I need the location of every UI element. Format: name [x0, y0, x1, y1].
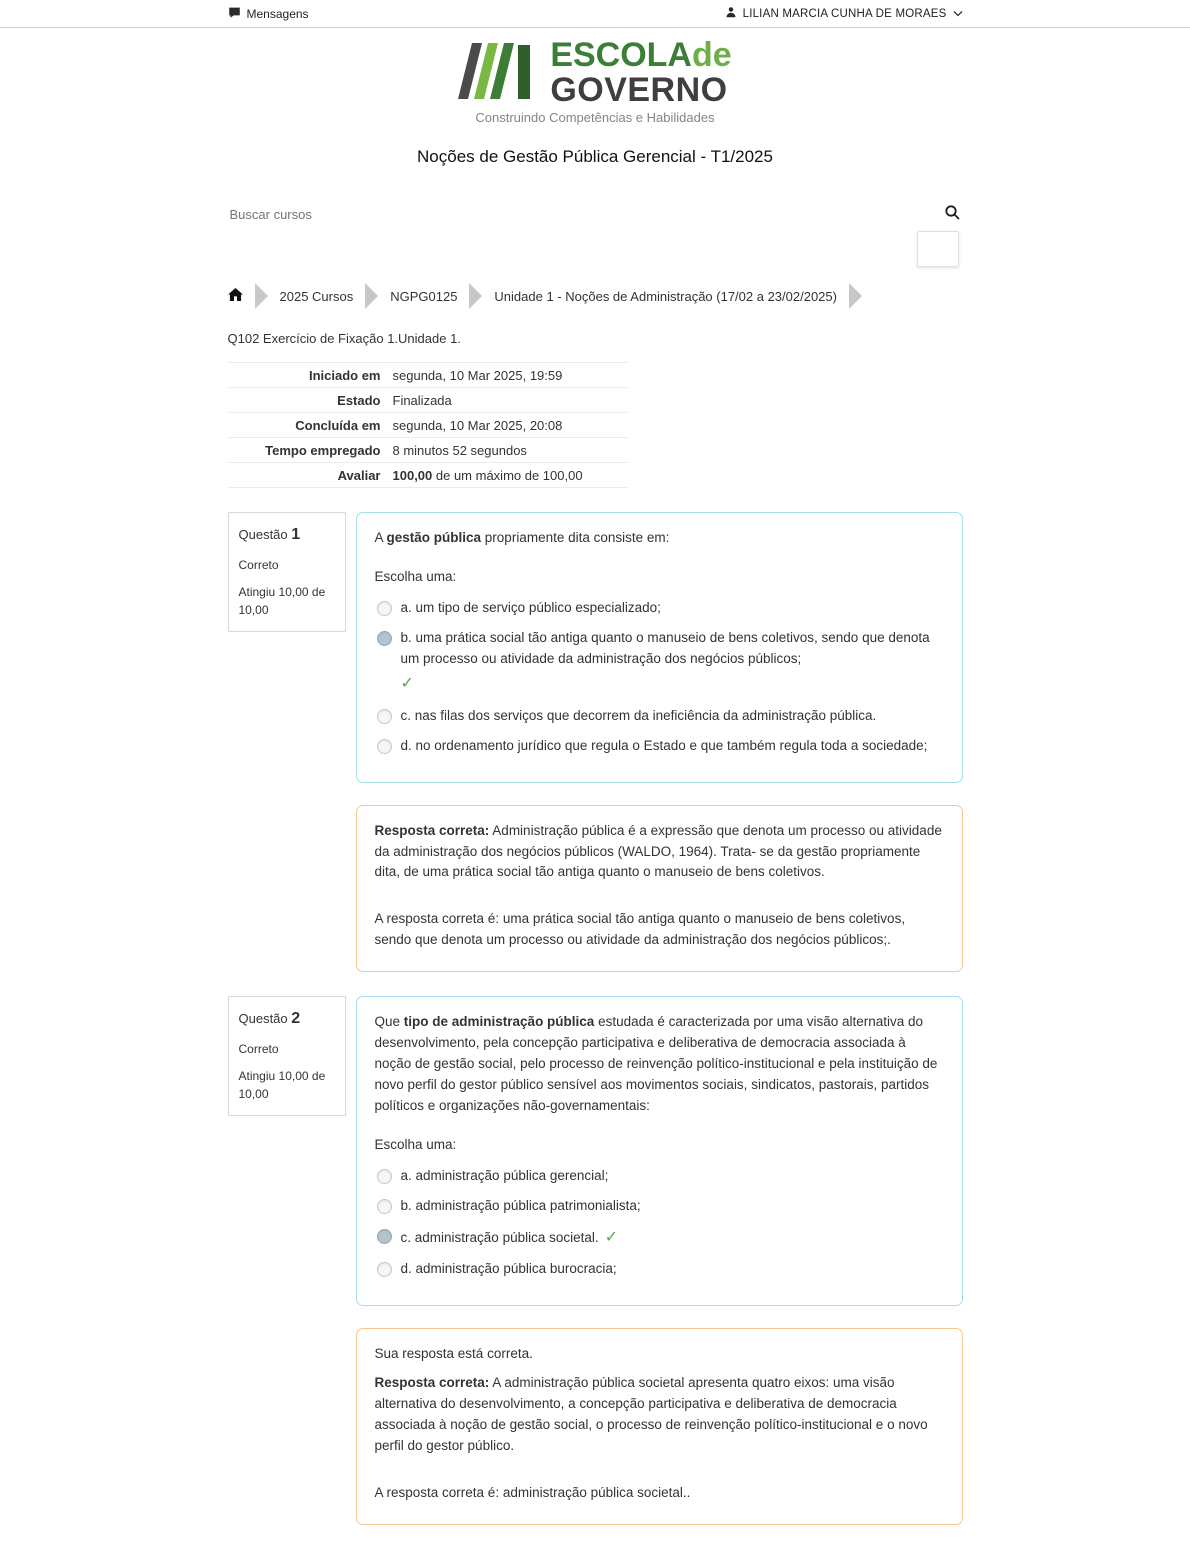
question-number: Questão 1 — [238, 526, 301, 544]
messages-link[interactable] — [228, 6, 309, 22]
choose-one-label: Escolha uma: — [374, 1136, 457, 1152]
question-info — [228, 512, 346, 632]
feedback-box — [356, 1328, 963, 1525]
radio-button[interactable] — [377, 1169, 392, 1184]
breadcrumb-home[interactable] — [228, 288, 243, 304]
messages-label: Mensagens — [246, 6, 309, 21]
option-letter: b. — [400, 1197, 412, 1213]
option-text: um tipo de serviço público especializado; — [415, 600, 661, 616]
correct-check-icon: ✓ — [400, 674, 414, 692]
topbar — [0, 0, 1190, 28]
question-status: Correto — [238, 1042, 279, 1057]
logo-line2: GOVERNO — [550, 70, 728, 109]
question-content — [356, 512, 963, 782]
question-text: Que tipo de administração pública estudada é caracterizada por uma visão alternativa do desenvolvimento, pela concepção participativa e deliberativa de democracia associada à noção de gestão social, pelo processo de reinvenção político-institucional e pela instituição de novo perfil do gestor público sensível aos movimentos sociais, sindicatos, pastorais, partidos políticos e organizações não-governamentais: — [374, 1014, 938, 1113]
summary-row — [228, 387, 628, 412]
radio-button-selected[interactable] — [377, 631, 392, 646]
chevron-down-icon — [953, 8, 963, 20]
summary-value: segunda, 10 Mar 2025, 20:08 — [392, 417, 563, 433]
summary-label: Estado — [337, 392, 381, 408]
summary-label: Avaliar — [337, 467, 381, 483]
chevron-right-separator — [255, 283, 268, 309]
option-text: administração pública gerencial; — [415, 1167, 609, 1183]
search-button[interactable] — [942, 202, 963, 226]
option-letter: c. — [400, 707, 412, 723]
summary-value: Finalizada — [392, 392, 452, 408]
choose-one-label: Escolha uma: — [374, 569, 457, 585]
question-status: Correto — [238, 558, 279, 573]
answer-option[interactable] — [375, 1166, 944, 1187]
answer-option[interactable] — [375, 628, 944, 697]
feedback-correct-label: Resposta correta: — [374, 1375, 490, 1391]
search-input[interactable] — [228, 206, 648, 223]
option-letter: d. — [400, 737, 412, 753]
logo-tagline: Construindo Competências e Habilidades — [475, 110, 715, 126]
breadcrumb-item[interactable]: NGPG0125 — [390, 288, 458, 304]
radio-button[interactable] — [377, 601, 392, 616]
breadcrumb — [228, 283, 963, 309]
feedback-correct: Resposta correta: Administração pública é a expressão que denota um processo ou atividade da administração dos negócios públicos (WALDO, 1964). Trata- se da gestão propriamente dita, de uma prática social tão antiga quanto o manuseio de bens coletivos. — [374, 822, 942, 880]
summary-row — [228, 437, 628, 462]
summary-row — [228, 462, 628, 488]
logo-line1: ESCOLAde — [550, 36, 732, 74]
user-menu[interactable] — [725, 6, 963, 21]
logo — [228, 38, 963, 125]
answer-option[interactable] — [375, 1196, 944, 1217]
question-grade: Atingiu 10,00 de 10,00 — [238, 585, 326, 618]
question-number: Questão 2 — [238, 1010, 301, 1028]
feedback-intro: Sua resposta está correta. — [374, 1346, 533, 1362]
search-icon — [944, 209, 961, 224]
option-text: nas filas dos serviços que decorrem da ineficiência da administração pública. — [414, 707, 877, 723]
answer-option[interactable] — [375, 706, 944, 727]
option-text: administração pública burocracia; — [415, 1261, 617, 1277]
option-text: uma prática social tão antiga quanto o manuseio de bens coletivos, sendo que denota um processo ou atividade da administração dos negócios públicos; — [400, 630, 930, 667]
option-letter: a. — [400, 600, 412, 616]
radio-button[interactable] — [377, 709, 392, 724]
chat-icon — [228, 6, 241, 22]
quiz-summary-table — [228, 362, 628, 488]
summary-value: 8 minutos 52 segundos — [392, 442, 527, 458]
radio-button[interactable] — [377, 1199, 392, 1214]
home-icon — [228, 288, 243, 304]
summary-label: Tempo empregado — [265, 442, 381, 458]
feedback-answer: A resposta correta é: administração pública societal.. — [374, 1484, 691, 1500]
summary-label: Iniciado em — [308, 367, 381, 383]
radio-button-selected[interactable] — [377, 1229, 392, 1244]
question-2 — [228, 996, 963, 1306]
option-letter: d. — [400, 1261, 412, 1277]
option-letter: b. — [400, 630, 412, 646]
search-row — [228, 199, 963, 229]
feedback-answer: A resposta correta é: uma prática social tão antiga quanto o manuseio de bens coletivos, sendo que denota um processo ou atividade da administração dos negócios públicos;. — [374, 911, 906, 948]
feedback-correct-label: Resposta correta: — [374, 822, 490, 838]
chevron-right-separator — [365, 283, 378, 309]
option-text: no ordenamento jurídico que regula o Estado e que também regula toda a sociedade; — [415, 737, 928, 753]
summary-value: 100,00 de um máximo de 100,00 — [392, 467, 583, 483]
user-name: LILIAN MARCIA CUNHA DE MORAES — [742, 7, 947, 20]
quiz-title: Q102 Exercício de Fixação 1.Unidade 1. — [227, 331, 461, 347]
question-info — [228, 996, 346, 1116]
radio-button[interactable] — [377, 1262, 392, 1277]
option-text: administração pública societal. — [414, 1229, 599, 1245]
summary-value: segunda, 10 Mar 2025, 19:59 — [392, 367, 563, 383]
answer-option[interactable] — [375, 598, 944, 619]
question-content — [356, 996, 963, 1306]
user-icon — [725, 6, 737, 21]
radio-button[interactable] — [377, 739, 392, 754]
option-letter: c. — [400, 1229, 412, 1245]
chevron-right-separator — [469, 283, 482, 309]
summary-row — [228, 362, 628, 387]
chevron-right-separator — [849, 283, 862, 309]
logo-stripes-icon — [458, 43, 540, 102]
feedback-box — [356, 805, 963, 973]
answer-option[interactable] — [375, 736, 944, 757]
question-1 — [228, 512, 963, 782]
course-title: Noções de Gestão Pública Gerencial - T1/2025 — [417, 147, 773, 167]
question-text: A gestão pública propriamente dita consiste em: — [374, 530, 670, 546]
correct-check-icon: ✓ — [604, 1228, 619, 1246]
option-letter: a. — [400, 1167, 412, 1183]
question-grade: Atingiu 10,00 de 10,00 — [238, 1069, 326, 1102]
breadcrumb-item[interactable]: Unidade 1 - Noções de Administração (17/02 a 23/02/2025) — [494, 288, 837, 304]
summary-row — [228, 412, 628, 437]
breadcrumb-item[interactable]: 2025 Cursos — [279, 288, 354, 304]
feedback-correct: Resposta correta: A administração pública societal apresenta quatro eixos: uma visão alternativa do desenvolvimento, a concepção participativa e deliberativa de democracia associada à noção de gestão social, o processo de reinvenção político-institucional e o novo perfil do gestor público. — [374, 1375, 928, 1453]
answer-option[interactable] — [375, 1226, 944, 1251]
summary-label: Concluída em — [295, 417, 381, 433]
answer-option[interactable] — [375, 1259, 944, 1280]
search-dropdown-panel — [917, 231, 959, 267]
option-text: administração pública patrimonialista; — [415, 1197, 641, 1213]
